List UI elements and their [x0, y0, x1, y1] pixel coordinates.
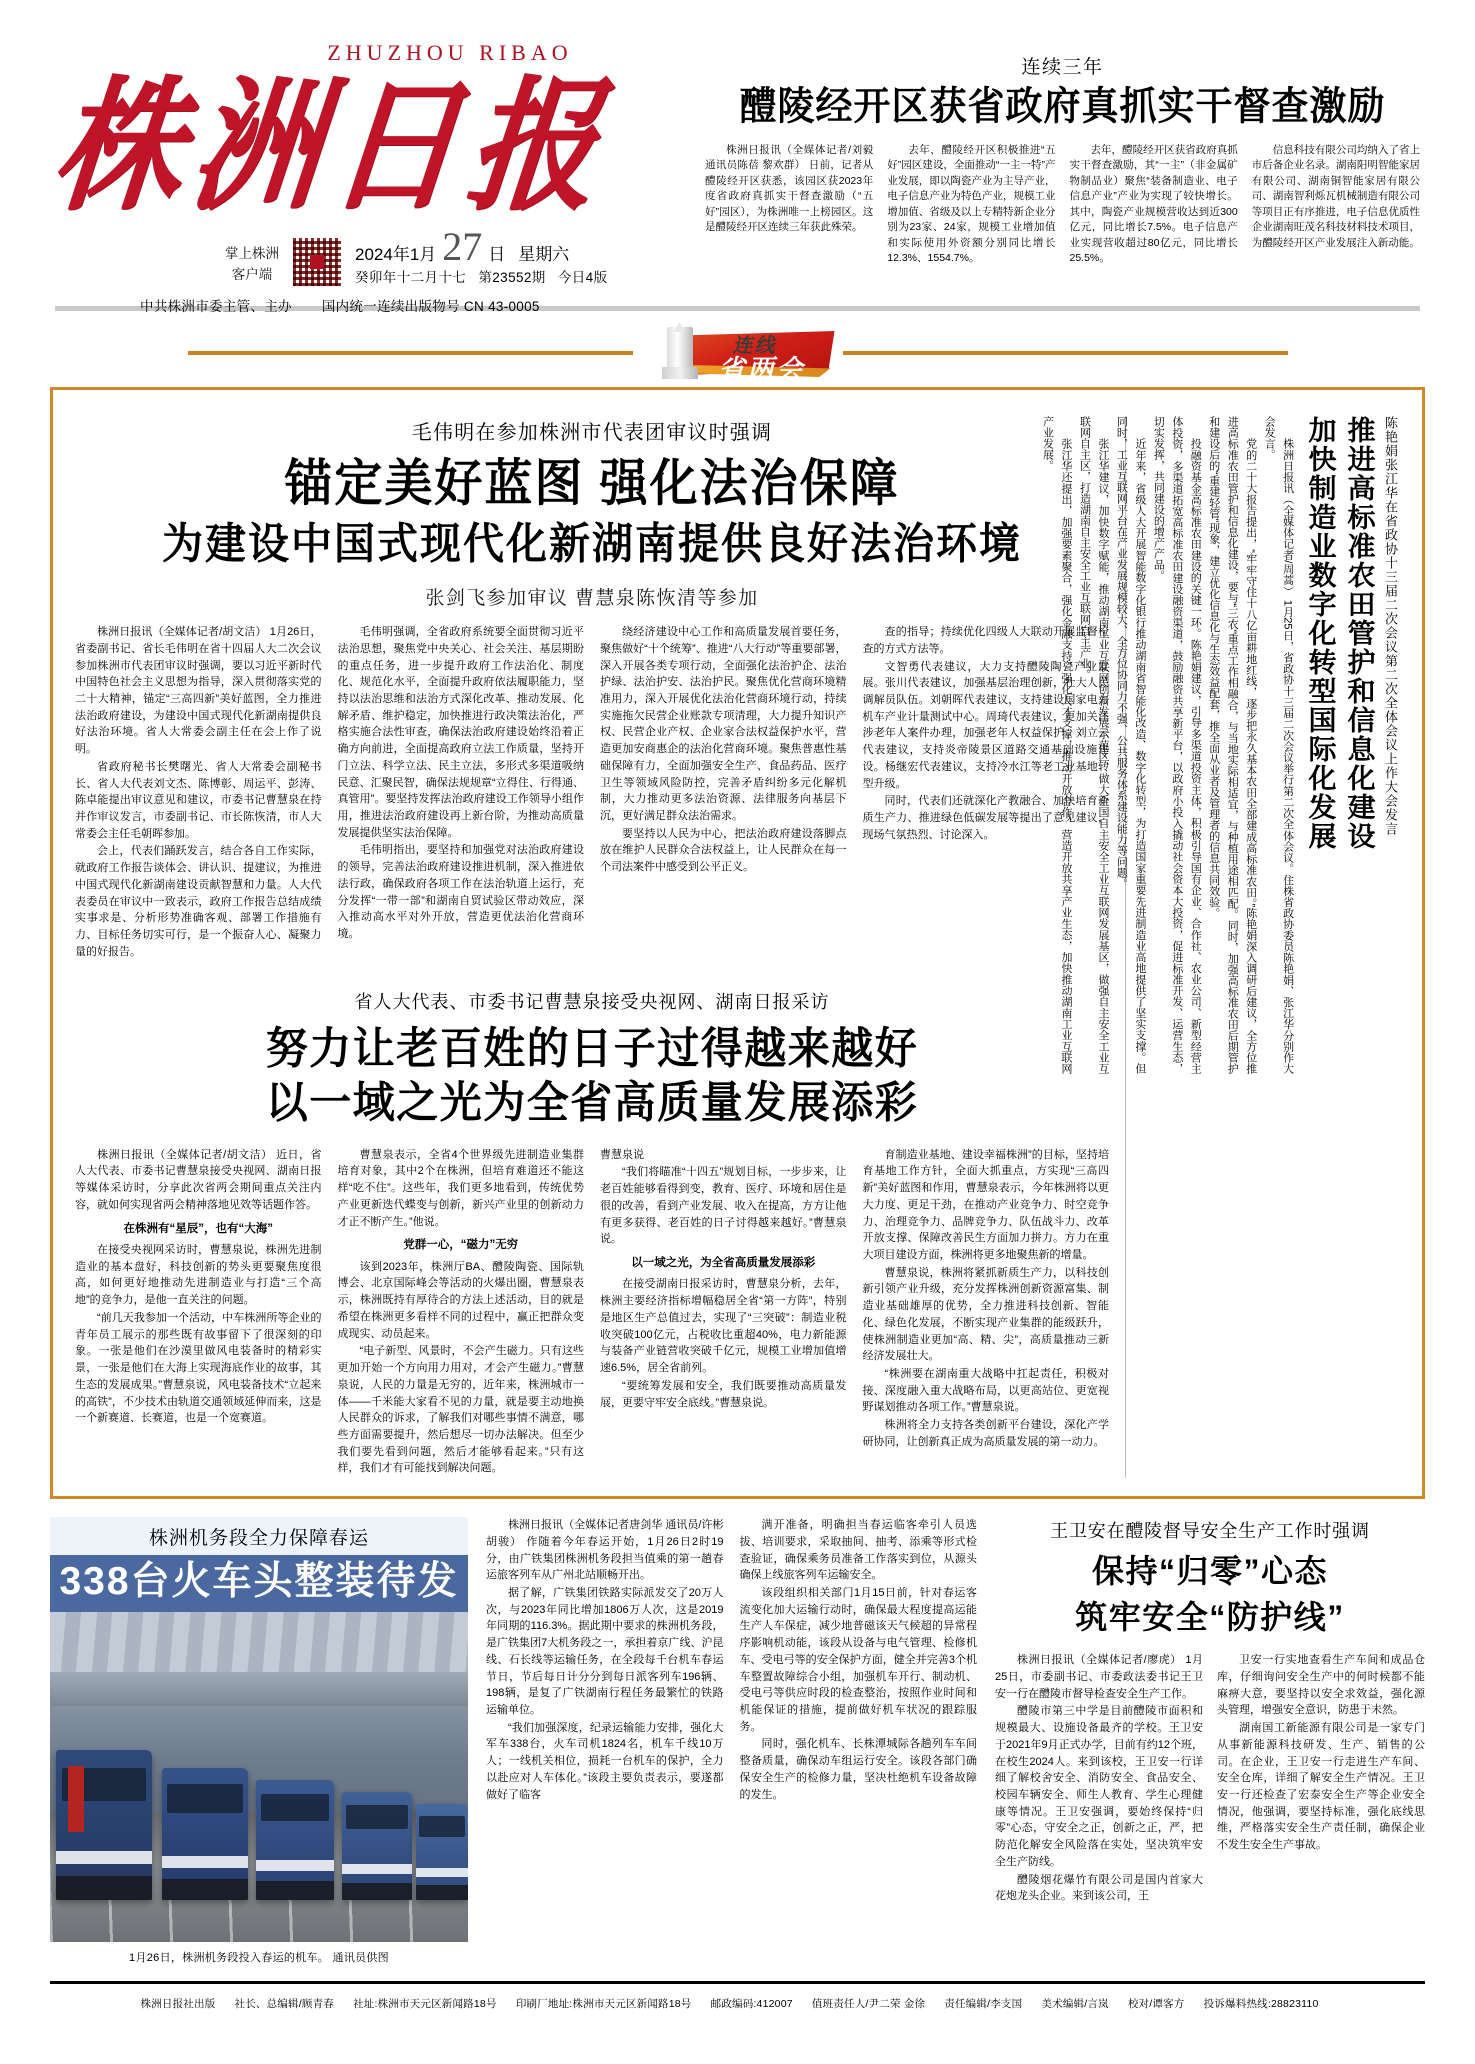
paragraph: 会上，代表们踊跃发言，结合各自工作实际，就政府工作报告谈体会、讲认识、提建议，为推进中国式现代化新湖南建设贡献智慧和力量。人大代表委员在审议中一致表示，政府工作报告总结成绩实事求是、分析形势准确客观、部署工作措施有力、目标任务切实可行，是一个振奋人心、凝聚力量的好报告。: [75, 845, 322, 958]
main-headline-line2: 为建设中国式现代化新湖南提供良好法治环境: [162, 520, 1022, 569]
photo-article: [50, 1517, 468, 1965]
article-column: [600, 1147, 847, 1478]
main-kicker: 毛伟明在参加株洲市代表团审议时强调: [411, 422, 773, 444]
red-banner: [68, 1766, 84, 1832]
page-count: 今日4版: [557, 269, 608, 285]
locomotive-stripe: [342, 1864, 412, 1874]
bottom-right-article: [995, 1517, 1425, 1965]
masthead-publisher-line: [55, 295, 695, 315]
locomotive-stripe: [416, 1868, 468, 1877]
special-section-banner: [0, 327, 1475, 384]
paragraph: 株洲将全力支持各类创新平台建设，深化产学研协同，让创新真正成为高质量发展的第一动力。: [862, 1419, 1109, 1448]
paragraph: 株洲日报讯（全媒体记者/胡文洁） 1月26日，省委副书记、省长毛伟明在省十四届人大二次会议参加株洲市代表团审议时强调，要以习近平新时代中国特色社会主义思想为指导，深入贯彻落实党的二十大精神，锚定“三高四新”美好蓝图，全力推进法治政府建设，为建设中国式现代化新湖南提供良好法治环境。省人大常委会副主任在会上作了说明。: [75, 626, 322, 756]
subheading: 以一域之光，为全省高质量发展添彩: [631, 1257, 816, 1269]
weekday: 星期六: [518, 245, 570, 265]
main-content-frame: [50, 387, 1425, 1499]
main-headline-line1: 锚定美好蓝图 强化法治保障: [284, 456, 900, 513]
paragraph: “前几天我参加一个活动，中车株洲所等企业的青年员工展示的那些既有故事留下了很深刻的印象。一张是他们在沙漠里做风电装备时的精彩实景，一张是他们在大海上实现海底作业的故事，其生态的发展成果。”曹慧泉说，风电装备技术“立起来的高铁”，不少技术由轨道交通领域延伸而来，这是一个新赛道、长赛道，也是一个宽赛道。: [75, 1311, 322, 1425]
paragraph: 省政府秘书长樊曙光、省人大常委会副秘书长、省人大代表刘文杰、陈博彰、周运平、彭涛、陈卓能提出审议意见和建议，市委书记曹慧泉在持并作审议发言，市委副书记、市长陈恢清，市人大常委会主任毛朝晖参加。: [75, 760, 322, 840]
bottom-article-body: [486, 1517, 977, 1965]
main-subline: 张剑飞参加审议 曹慧泉陈恢清等参加: [425, 588, 759, 610]
locomotive: [256, 1780, 334, 1900]
locomotive-window: [261, 1794, 330, 1820]
date-day: 27: [442, 224, 483, 270]
secondary-article-body: [75, 1147, 1109, 1478]
paragraph: 近年来，省级人大开展智能数字化银行推动湖南省智能化改造、数字化转型，为打造国家重要先进制造业高地提供了坚实支撑。但同时，工业互联网平台在产业发展规模较大、全方位协同力不强、公共服务体系建设能力等问题。: [1115, 416, 1146, 1074]
main-left-column: [75, 416, 1109, 1478]
article-column: [338, 1147, 585, 1478]
issue-number: 第23552期: [478, 269, 546, 285]
sponsor-text: 中共株洲市委主管、主办: [140, 299, 292, 315]
date-year-month: 2024年1月: [355, 245, 437, 265]
bottom-right-headline-line1: 保持“归零”心态: [1091, 1553, 1328, 1590]
paragraph: “我们将瞄准“十四五”规划目标，一步步来，让老百姓能够看得到变，教育、医疗、环境和居住是很的改善，看到产业发展、收入在提高，方方让他有更多获得、老百姓的日子讨得越来越好。”曹慧泉说。: [600, 1166, 847, 1246]
main-article-body: [75, 624, 1109, 961]
banner-rule-left: [188, 351, 633, 355]
footer-item: 邮政编码:412007: [710, 1998, 793, 2011]
locomotive: [416, 1804, 468, 1900]
footer-item: 株洲日报社出版: [140, 1998, 216, 2011]
masthead-left: [46, 40, 695, 315]
publication-date: [355, 224, 608, 288]
locomotive-stripe: [256, 1860, 334, 1871]
locomotive-stripe: [56, 1851, 152, 1865]
bottom-section: [50, 1517, 1425, 1965]
paragraph: 同时，代表们还就深化产教融合、加快培育新质生产力、推进绿色低碳发展等提出了意见建议，现场气氛热烈、讨论深入。: [862, 795, 1109, 841]
paragraph: 醴陵烟花爆竹有限公司是国内首家大花炮龙头企业。来到该公司，王: [995, 1873, 1203, 1903]
locomotive-window: [346, 1805, 408, 1829]
side-rail-article: [1041, 416, 1400, 1478]
side-rail-headline-line1: 推进高标准农田管护和信息化建设: [1342, 416, 1375, 851]
paragraph: 党的二十大报告提出，“牢牢守住十八亿亩耕地红线，逐步把永久基本农田全部建成高标准农田。”陈艳娟深入调研后建议，全方位推进高标准农田管护和信息化建设，要与“三农”重点工作相融合，与当地实际相适宜，与种植用途相匹配。同时，加强高标准农田后期管护和建设后的“重建轻管”现象，建立优化信息化与生态效益配套，推全面从业者及管理者的信息共同效验。: [1207, 416, 1257, 1074]
locomotive-skirt: [342, 1883, 412, 1900]
footer-item: 社址:株洲市天元区新闻路18号: [353, 1998, 497, 2011]
mobile-app-label: [225, 244, 279, 288]
banner-word-top: 连线: [732, 335, 777, 357]
paragraph: 毛伟明指出，要坚持和加强党对法治政府建设的领导，完善法治政府建设推进机制，深入推进依法行政，确保政府各项工作在法治轨道上运行，充分发挥“一带一部”和湖南自贸试验区带动效应，深入推动高水平对外开放，营造更优法治化营商环境。: [337, 844, 584, 941]
secondary-headline-line1: 努力让老百姓的日子过得越来越好: [265, 1023, 919, 1073]
photo-headline: 338台火车头整装待发: [50, 1555, 468, 1612]
top-right-headline: 醴陵经开区获省政府真抓实干督查激励: [739, 84, 1386, 129]
bottom-right-body: [995, 1652, 1425, 1906]
footer-item: 印刷厂地址:株洲市天元区新闻路18号: [515, 1998, 692, 2011]
bottom-right-kicker: 王卫安在醴陵督导安全生产工作时强调: [1050, 1521, 1370, 1542]
monument-icon: [667, 327, 693, 379]
paragraph: “要统筹发展和安全，我们既要推动高质量发展，更要守牢安全底线。”曹慧泉说。: [600, 1379, 847, 1409]
paragraph: 查的指导；持续优化四级人大联动开展监督检查的方式方法等。: [862, 626, 1109, 655]
article-column: [1217, 1652, 1425, 1906]
date-line-primary: [355, 224, 607, 270]
article-column: [338, 624, 585, 961]
footer-item: 投诉爆料热线:28823110: [1203, 1998, 1319, 2011]
paragraph: 曹慧泉说: [600, 1148, 644, 1161]
subheading: 在株洲有“星辰”，也有“大海”: [123, 1222, 273, 1235]
locomotive-skirt: [256, 1881, 334, 1900]
photo-scene: [50, 1612, 468, 1942]
paragraph: 文智勇代表建议，大力支持醴陵陶瓷产业发展。张川代表建议，加强基层治理创新，壮大人民调解员队伍。刘朝晖代表建议，支持建设国家电力机车产业计量测试中心。周琦代表建议，更加关注涉老年人案件办理，加强老年人权益保护。刘立云代表建议，支持炎帝陵景区道路交通基础设施建设。杨继宏代表建议，支持冷水江等老工业基地转型升级。: [862, 660, 1109, 790]
footer-item: 美术编辑/言岚: [1041, 1998, 1109, 2011]
article-column: [600, 624, 847, 961]
paragraph: 卫安一行实地查看生产车间和成品仓库，仔细询问安全生产中的何时候都不能麻痹大意，要坚持以安全求效益，强化源头管理，增强安全意识，防患于未然。: [1217, 1654, 1425, 1717]
secondary-headline-line2: 以一域之光为全省高质量发展添彩: [265, 1078, 919, 1128]
paragraph: 在接受湖南日报采访时，曹慧泉分析，去年，株洲主要经济指标增幅稳居全省“第一方阵”，特别是地区生产总值过去，实现了“三突破”：制造业税收突破100亿元，占税收比重超40%，电力新能源与装备产业链营收突破千亿元，规模工业增加值增速6.5%，居全省前列。: [600, 1278, 847, 1375]
article-column: [1070, 143, 1238, 267]
locomotive-skirt: [56, 1876, 152, 1900]
paragraph: 湖南国工新能源有限公司是一家专门从事新能源科技研发、生产、销售的公司。在企业，王卫安一行走进生产车间、安全仓库，详细了解安全生产情况。王卫安一行还检查了宏泰安全生产等企业安全情况，他强调，要坚持标准，强化底线思维，严格落实安全生产责任制，确保企业不发生安全生产事故。: [1217, 1722, 1425, 1852]
article-column: [863, 1147, 1110, 1478]
paragraph: 曹慧泉表示，全省4个世界级先进制造业集群培育对象，其中2个在株洲，但培育难道还不能这样“吃不住”。这些年，我们更多地看到，传统优势产业更新迭代蝶变与创新，新兴产业里的创新动力才正不断产生。”他说。: [337, 1148, 584, 1228]
app-label-line2: 客户端: [231, 267, 273, 283]
paragraph: 育制造业基地、建设幸福株洲”的目标，坚持培育基地工作方针，全面大抓重点，方实现“三高四新”美好蓝图和作用，曹慧泉表示，今年株洲将以更大力度、更足干劲，在推动产业竞争力、时空竞争力、治理竞争力、品牌竞争力、队伍战斗力、改革开放支撑、保障改善民生方面加力拼力。方力在重大项目建设方面，株洲将更多地聚焦新的增量。: [862, 1148, 1109, 1261]
top-right-kicker: 连续三年: [1021, 57, 1104, 78]
paragraph: 张江华建议，加快数字赋能，推动湖南工业互联网创新发展示范区，做大全国自主安全工业互联网发展基区，做强自主安全工业互联网自主区，打造湖南自主安全工业互联网自主产业。: [1078, 416, 1109, 1074]
paragraph: 毛伟明强调，全省政府系统要全面贯彻习近平法治思想，聚焦党中央关心、社会关注、基层期盼的重点任务，进一步提升政府工作法治化、制度化、规范化水平，全面提升政府依法履职能力，坚持以法治思维和法治方式深化改革、推动发展、化解矛盾、维护稳定，加快推进行政决策法治化，严格实施合法性审查，确保法治政府建设始终沿着正确方向前进，全面提高政府立法工作质量，坚持开门立法、科学立法、民主立法，多形式多渠道吸纳民意、汇聚民智，确保法规规章“立得住、行得通、真管用”。要坚持发挥法治政府建设工作领导小组作用，推进法治政府建设再上新台阶，为推动高质量发展提供坚实法治保障。: [337, 626, 584, 839]
masthead: [0, 0, 1475, 315]
paragraph: 醴陵市第三中学是目前醴陵市面积和规模最大、设施设备最齐的学校。王卫安于2021年9月正式办学，目前有约12个班，在校生2024人。来到该校，王卫安一行详细了解校舍安全、消防安全、食品安全、校园车辆安全、师生人教育、学生心理健康等情况。王卫安强调，要始终保持“归零”心态，守安全之正，创新之正，严，把防范化解安全风险落在实处，坚决筑牢安全生产防线。: [995, 1705, 1203, 1868]
article-column: [75, 1147, 322, 1478]
subheading: 党群一心，“磁力”无穷: [403, 1239, 519, 1252]
footer-item: 校对/谭客方: [1127, 1998, 1185, 2011]
paragraph: “株洲要在湖南重大战略中扛起责任，积极对接、深度融入重大战略布局，以更高站位、更宽视野谋划推动各项工作。”曹慧泉说。: [862, 1368, 1109, 1414]
newspaper-logo: 株洲日报: [46, 68, 616, 228]
photo-caption: 1月26日，株洲机务段投入春运的机车。 通讯员供图: [129, 1952, 389, 1965]
date-line-secondary: [355, 268, 607, 288]
masthead-meta: [55, 224, 695, 288]
paragraph: “我们加强深度，纪录运输能力安排，强化大军车338台，火车司机1824名，机车千线10万人；一线机关相位，损耗一台机车的保护，全力以赴应对人车体化。”该段主要负责表示，要遂都做好了临客: [486, 1721, 724, 1801]
bottom-right-headline-line2: 筑牢安全“防护线”: [1075, 1598, 1345, 1635]
article-column: [887, 143, 1055, 267]
banner-word-bottom: 省两会: [718, 354, 806, 384]
paragraph: 去年，醴陵经开区获省政府真抓实干督查激励，其“一主”（非金属矿物制品业）聚焦“装备制造业、电子信息产业”产业为实现了较快增长。其中，陶瓷产业规模营收达到近300亿元，同比增长7.5%。电子信息产业实现营收超过80亿元，同比增长25.5%。: [1069, 143, 1238, 265]
paragraph: 同时，强化机车、长株潭城际各趟列车车间整备质量，确保动车组运行安全。该段各部门确保安全生产的检修力量，坚决杜绝机车设备故障的发生。: [739, 1738, 977, 1801]
paragraph: 要坚持以人民为中心，把法治政府建设落脚点放在维护人民群众合法权益上，让人民群众在每一个司法案件中感受到公平正义。: [600, 827, 847, 874]
paragraph: 该到2023年，株洲厅BA、醴陵陶瓷、国际轨博会、北京国际峰会等活动的火爆出圈，曹慧泉表示，株洲既持有厚待合的方法上述活动，目的就是希望在株洲更多看样不同的过程中，赢正把群众变成现实、动员起来。: [337, 1260, 584, 1340]
article-column: [995, 1652, 1203, 1906]
side-rail-kicker: 陈艳娟张江华在省政协十三届二次会议第二次全体会议上作大会发言: [1383, 416, 1398, 836]
paragraph: 株洲日报讯（全媒体记者/胡文洁） 近日，省人大代表、市委书记曹慧泉接受央视网、湖南日报等媒体采访时，分享此次省两会期间重点关注内容，就如何实现省两会精神落地见效等话题作答。: [75, 1148, 322, 1211]
locomotive: [162, 1768, 248, 1900]
footer-item: 社长、总编辑/顾青春: [234, 1998, 334, 2011]
paragraph: “电子新型、风景时，不会产生磁力。只有这些更加开始一个方向用力用对，才会产生磁力。”曹慧泉说，人民的力量是无穷的，近年来，株洲城市一体——千米能大家看不见的力量，就是要主动地换人民群众的诉求，了解我们对哪些事情不满意，哪些方面需要提升，然后想尽一切办法解决。但至少我们要先看到问题，然后才能够看起来。”只有这样，我们才有可能找到解决问题。: [337, 1345, 584, 1475]
locomotive-skirt: [416, 1885, 468, 1900]
date-day-unit: 日: [488, 245, 506, 265]
footer-item: 值班责任人/尹二荣 金徐: [811, 1998, 926, 2011]
paragraph: 株洲日报讯（全媒体记者唐剑华 通讯员/许彬 胡骏） 作随着今年春运开始，1月26日2时19分，由广铁集团株洲机务段担当值乘的第一趟春运旅客列车从广州北站顺畅开出。: [486, 1519, 724, 1582]
locomotive-window: [419, 1816, 465, 1837]
lunar-date: 癸卯年十二月十七: [355, 269, 467, 285]
locomotive-stripe: [162, 1856, 248, 1868]
paragraph: 株洲日报讯（全媒体记者/周蒿） 1月25日，省政协十三届二次会议举行第二次全体会议。住株省政协委员陈艳娟、张江华分别作大会发言。: [1263, 416, 1294, 1074]
top-right-article: [695, 40, 1420, 300]
paragraph: 去年，醴陵经开区积极推进“五好”园区建设，全面推动“一主一特”产业发展，即以陶瓷产业为主导产业，电子信息产业为特色产业，规模工业增加值、省级及以上专精特新企业分别为23家、24家，规模工业增加值和实际使用外资额分别同比增长12.3%、1554.7%。: [887, 143, 1056, 265]
paragraph: 曹慧泉说，株洲将紧抓新质生产力，以科技创新引领产业升级，充分发挥株洲创新资源富集、制造业基础雄厚的优势，全力推进科技创新、智能化、绿色化发展，不断实现产业集群的能级跃升，使株洲制造业更加“高、精、尖”，高质量推动三新经济发展壮大。: [862, 1266, 1109, 1363]
locomotive-photo: [50, 1612, 468, 1942]
qr-code-icon[interactable]: [291, 236, 343, 288]
article-column: [705, 143, 873, 267]
article-column: [740, 1517, 978, 1965]
paragraph: 据了解，广铁集团铁路实际派发交了20万人次，与2023年同比增加1806万人次，这是2019年同期的116.3%。据此期中要求的株洲机务段，是广铁集团7大机务段之一，承担着京广线、沪昆线、石长线等运输任务，在全段每千台机车春运节日，节后每日计分分到每日派客列车196辆、198辆，是复了广铁湖南行程任务最繁忙的铁路运输单位。: [486, 1586, 724, 1716]
photo-kicker: 株洲机务段全力保障春运: [50, 1517, 468, 1555]
paragraph: 该段组织相关部门1月15日前，针对春运客流变化加大运输行动时，确保最大程度提高运能生产人车保症，减少地普磁该天气候超的异常程序影响机动能，该段从设备与电气管理、检修机车、受电弓等的安全保护方面，健全并完善3个机车整置故障综合小组，加强机车开行、制动机、受电弓等供应时段的检查整治，按照作业时间和机能保证的措施，提前做好机车状况的跟踪服务。: [739, 1586, 977, 1733]
banner-rule-right: [843, 351, 1288, 355]
side-rail-headline-line2: 加快制造业数字化转型国际化发展: [1303, 416, 1336, 851]
article-column: [486, 1517, 724, 1965]
article-column: [1252, 143, 1420, 267]
app-label-line1: 掌上株洲: [225, 246, 279, 262]
paragraph: 投融资基金高标准农田建设的关键一环。陈艳娟建议，引导多渠道投资主体，积极引导国有企业、合作社、农业公司、新型经营主体投资，多渠道拓宽高标准农田建设融资渠道，鼓励融资共享新平台，以政府小投入撬动社会资本大投资，促进标准开发、运营生态，切实发挥，共同建设的增产产品。: [1152, 416, 1202, 1074]
banner-logo: [633, 327, 843, 384]
top-right-body: [705, 143, 1420, 267]
cn-code: 国内统一连续出版物号 CN 43-0005: [321, 299, 540, 315]
paragraph: 满开准备，明确担当春运临客牵引人员选拔、培训要求，采取抽间、抽考、添乘等形式检查验证，确保乘务员准备工作落实到位，从源头确保上线旅客列车运输安全。: [739, 1519, 977, 1582]
paragraph: 株洲日报讯（全媒体记者/刘毅 通讯员陈蓓 黎欢群） 日前，记者从醴陵经开区获悉，该园区获2023年度省政府真抓实干督查激励（“五好”园区），为株洲唯一上榜园区。这是醴陵经开区连续三年获此殊荣。: [705, 143, 874, 234]
locomotive: [342, 1792, 412, 1900]
roof-beams: [50, 1672, 468, 1706]
footer-colophon: [0, 1984, 1475, 2021]
paragraph: 在接受央视网采访时，曹慧泉说，株洲先进制造业的基本盘好，科技创新的势头更要聚焦度很高，如何更好地推动先进制造业与打造“三个高地”的竞争力，是他一直关注的问题。: [75, 1244, 322, 1307]
secondary-kicker: 省人大代表、市委书记曹慧泉接受央视网、湖南日报采访: [354, 991, 830, 1012]
article-column: [75, 624, 322, 961]
paragraph: 张江华还提出，加强要素聚合，强化金融支持，强化人才支撑，推动开放合作，营造开放共享产业生态，加快推动湖南工业互联网产业发展。: [1041, 416, 1072, 1074]
locomotive-window: [167, 1784, 243, 1813]
paragraph: 株洲日报讯（全媒体记者/廖虎） 1月25日，市委副书记、市委政法委书记王卫安一行在醴陵市督导检查安全生产工作。: [995, 1654, 1203, 1700]
paragraph: 信息科技有限公司均纳入了省上市后备企业名录。湖南阳明智能家居有限公司、湖南铜智能家居有限公司、湖南智利烁瓦机械制造有限公司等项目正有序推进，电子信息优质性企业湖南旺茂名科技材料技术项目，为醴陵经开区产业发展注入新动能。: [1251, 143, 1420, 249]
paragraph: 绕经济建设中心工作和高质量发展首要任务，聚焦做好“十个统筹”、推进“八大行动”等重要部署，深入开展各类专项行动，全面强化法治护企、法治护绿、法治护安、法治护民。聚焦优化营商环境精准用力，深入开展优化法治化营商环境行动，持续实施拖欠民营企业账款专项清理，大力提升知识产权、民营企业产权、企业家合法权益保护水平，营造更加安商惠企的法治化营商环境。聚焦普惠性基础保障有力，全面加强安全生产、食品药品、医疗卫生等领域风险防控，完善矛盾纠纷多元化解机制，大力推动更多法治资源、法律服务向基层下沉，更好满足群众法治需求。: [600, 626, 847, 823]
locomotive-skirt: [162, 1879, 248, 1900]
footer-item: 责任编辑/李支国: [944, 1998, 1023, 2011]
masthead-pinyin: ZHUZHOU RIBAO: [327, 40, 573, 65]
